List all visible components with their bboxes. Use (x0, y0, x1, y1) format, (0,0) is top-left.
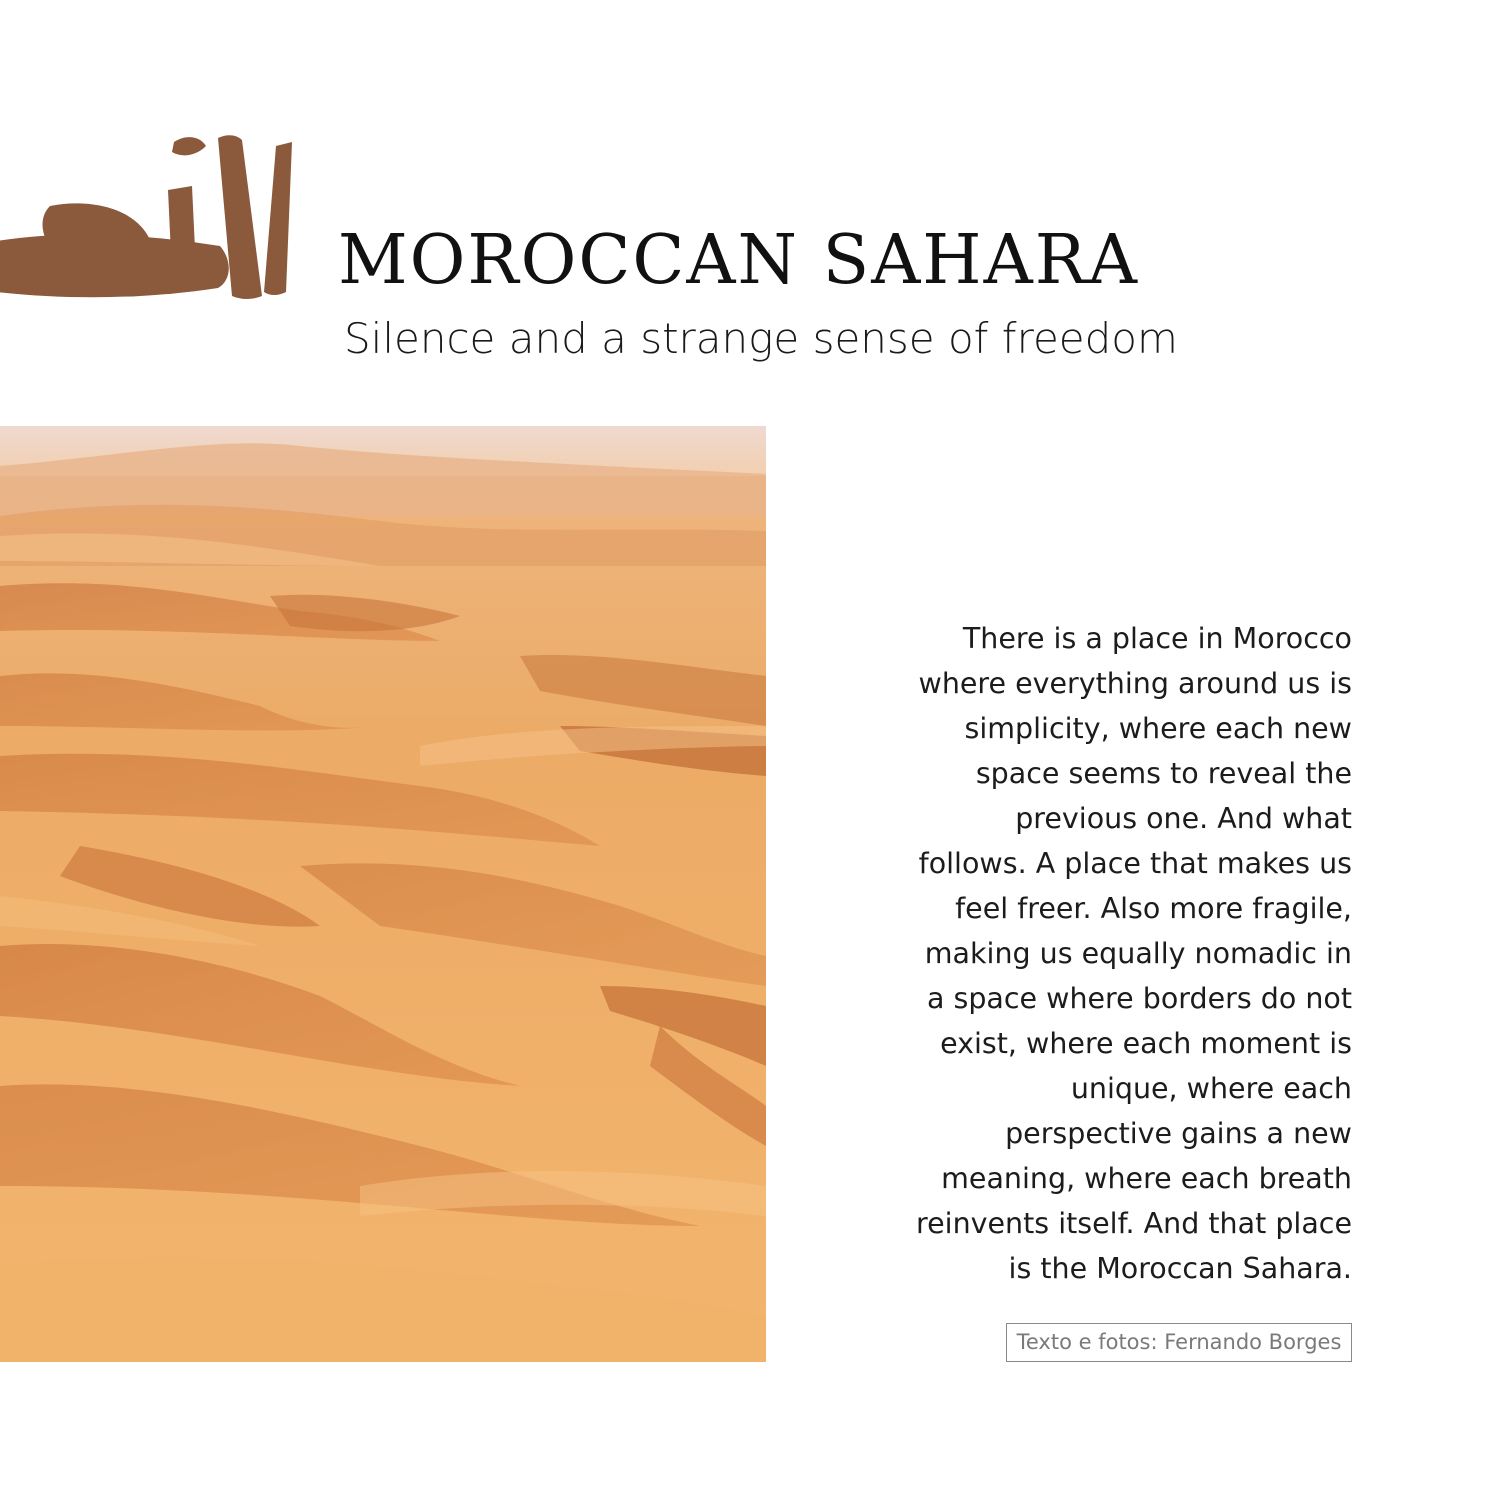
arabic-calligraphy-mark (0, 120, 300, 310)
article-line: feel freer. Also more fragile, (955, 892, 1352, 925)
sahara-dunes-photo (0, 426, 766, 1362)
article-line: unique, where each (1070, 1072, 1352, 1105)
article-line: previous one. And what (1015, 802, 1352, 835)
article-line: space seems to reveal the (975, 757, 1352, 790)
sahara-dunes-image (0, 426, 766, 1362)
article-body (900, 616, 1352, 1291)
article-line: a space where borders do not (926, 982, 1352, 1015)
article-line: making us equally nomadic in (924, 937, 1352, 970)
page-subtitle: Silence and a strange sense of freedom (344, 314, 1178, 363)
page-title: MOROCCAN SAHARA (338, 221, 1140, 300)
article-line: simplicity, where each new (964, 712, 1352, 745)
photo-credit: Texto e fotos: Fernando Borges (1006, 1323, 1352, 1362)
article-line: is the Moroccan Sahara. (1008, 1252, 1352, 1285)
arabic-calligraphy-graphic (0, 120, 300, 310)
article-line: meaning, where each breath (941, 1162, 1352, 1195)
article-line: perspective gains a new (1005, 1117, 1352, 1150)
article-line: reinvents itself. And that place (916, 1207, 1352, 1240)
article-line: follows. A place that makes us (918, 847, 1352, 880)
article-line: exist, where each moment is (940, 1027, 1352, 1060)
article-line: where everything around us is (918, 667, 1352, 700)
article-line: There is a place in Morocco (962, 622, 1352, 655)
